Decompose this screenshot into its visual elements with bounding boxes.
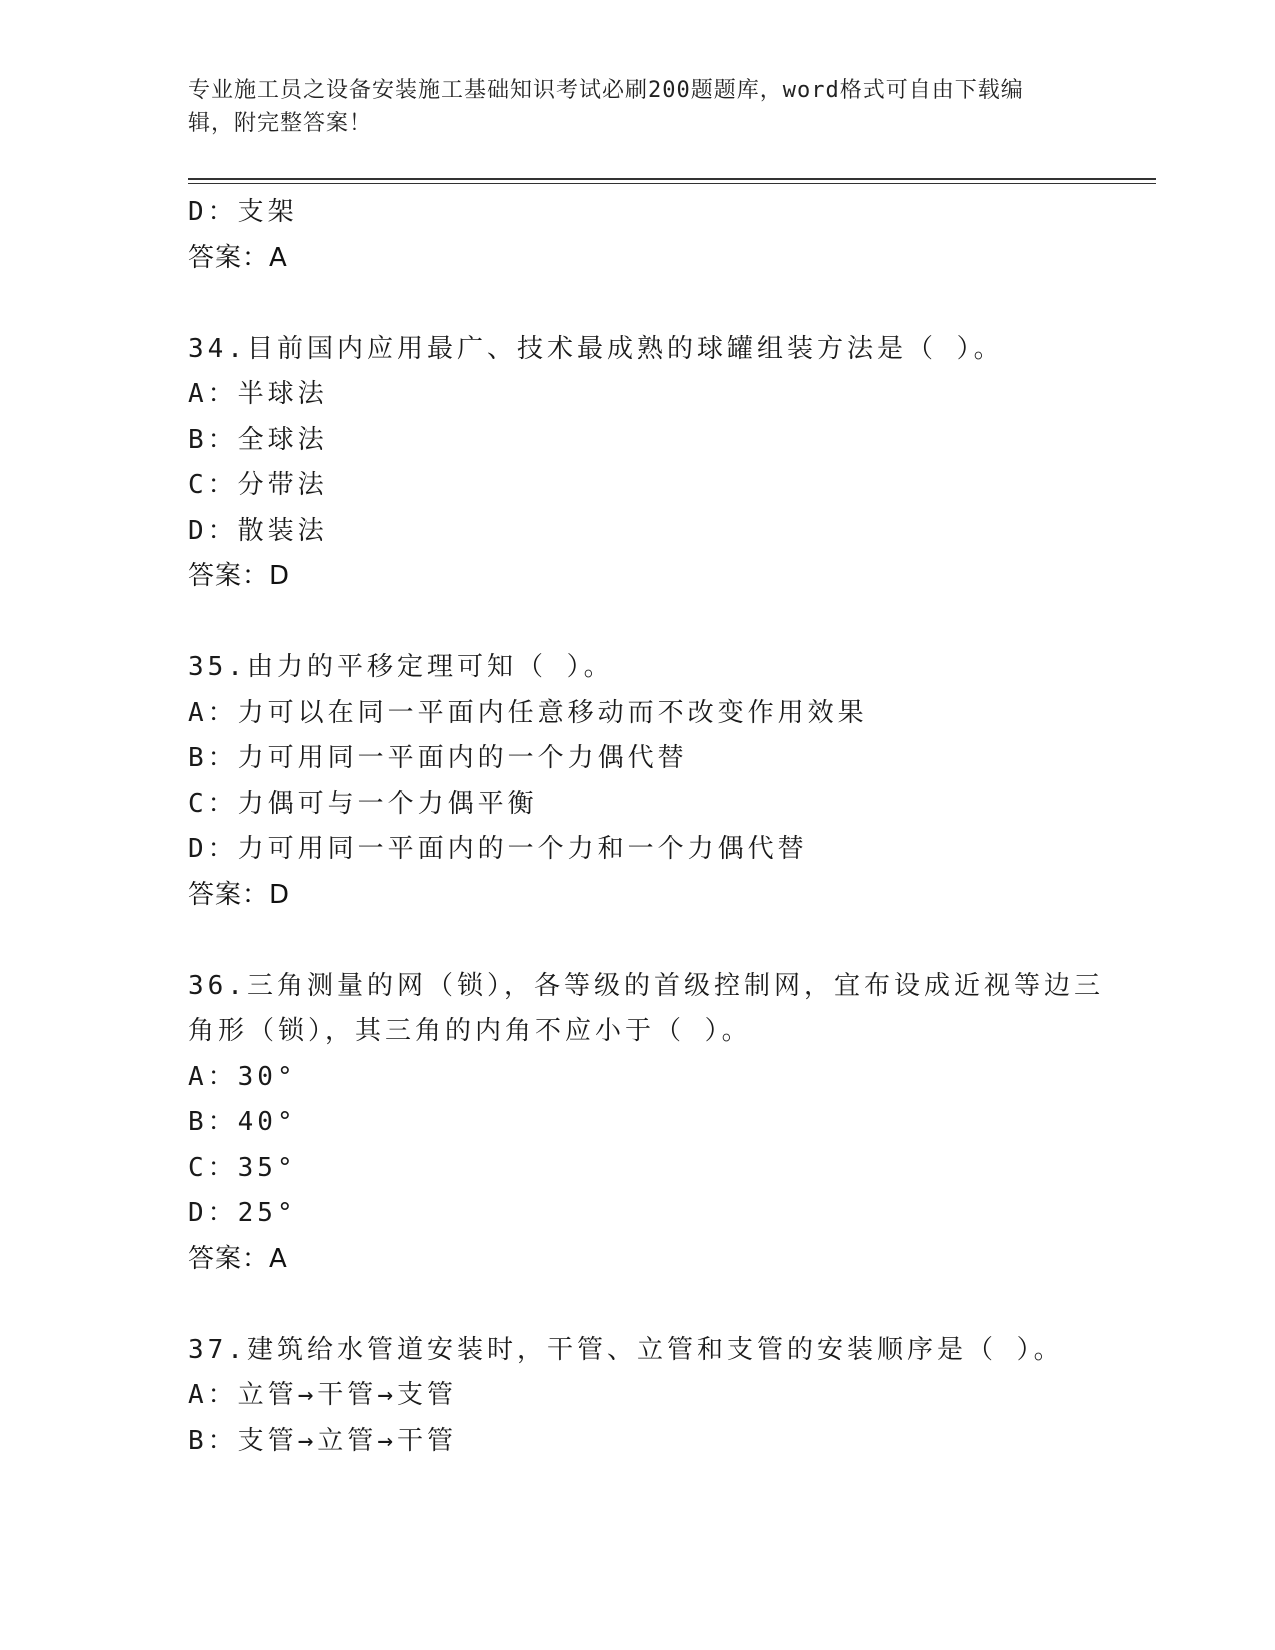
question-stem: 37.建筑给水管道安装时，干管、立管和支管的安装顺序是（ ）。 [188, 1334, 1064, 1365]
option-a: A：立管→干管→支管 [188, 1380, 457, 1410]
question-33-tail [188, 190, 1128, 281]
question-34 [188, 327, 1128, 600]
option-b: B：全球法 [188, 424, 328, 455]
option-c: C：35° [188, 1152, 297, 1183]
question-stem: 35.由力的平移定理可知（ ）。 [188, 652, 614, 682]
spacer [188, 281, 1128, 327]
option-a: A：半球法 [188, 379, 328, 409]
spacer [188, 918, 1128, 964]
option-d: D：25° [188, 1198, 297, 1228]
option-d: D：散装法 [188, 515, 328, 546]
header-title: 专业施工员之设备安装施工基础知识考试必刷200题题库，word格式可自由下载编辑，附完整答案！ [188, 78, 1024, 136]
option-d: D：支架 [188, 197, 298, 227]
document-header [188, 74, 1068, 140]
spacer [188, 600, 1128, 646]
question-35 [188, 645, 1128, 918]
answer-line: 答案：D [188, 879, 291, 910]
question-37 [188, 1328, 1128, 1465]
option-b: B：支管→立管→干管 [188, 1425, 457, 1456]
question-36 [188, 964, 1128, 1283]
option-a: A：30° [188, 1061, 297, 1092]
question-stem-line-1: 36.三角测量的网（锁），各等级的首级控制网，宜布设成近视等边三 [188, 970, 1104, 1001]
answer-line: 答案：A [188, 242, 288, 273]
question-stem-line-2: 角形（锁），其三角的内角不应小于（ ）。 [188, 1016, 752, 1046]
header-divider-thin [188, 183, 1156, 184]
option-d: D：力可用同一平面内的一个力和一个力偶代替 [188, 834, 808, 864]
option-a: A：力可以在同一平面内任意移动而不改变作用效果 [188, 697, 868, 728]
option-b: B：力可用同一平面内的一个力偶代替 [188, 743, 688, 773]
spacer [188, 1282, 1128, 1328]
question-list [188, 190, 1128, 1464]
question-stem: 34.目前国内应用最广、技术最成熟的球罐组装方法是（ ）。 [188, 333, 1004, 364]
option-c: C：力偶可与一个力偶平衡 [188, 788, 538, 819]
option-c: C：分带法 [188, 470, 328, 500]
option-b: B：40° [188, 1107, 297, 1137]
answer-line: 答案：D [188, 561, 291, 591]
answer-line: 答案：A [188, 1243, 288, 1274]
header-divider [188, 178, 1156, 180]
